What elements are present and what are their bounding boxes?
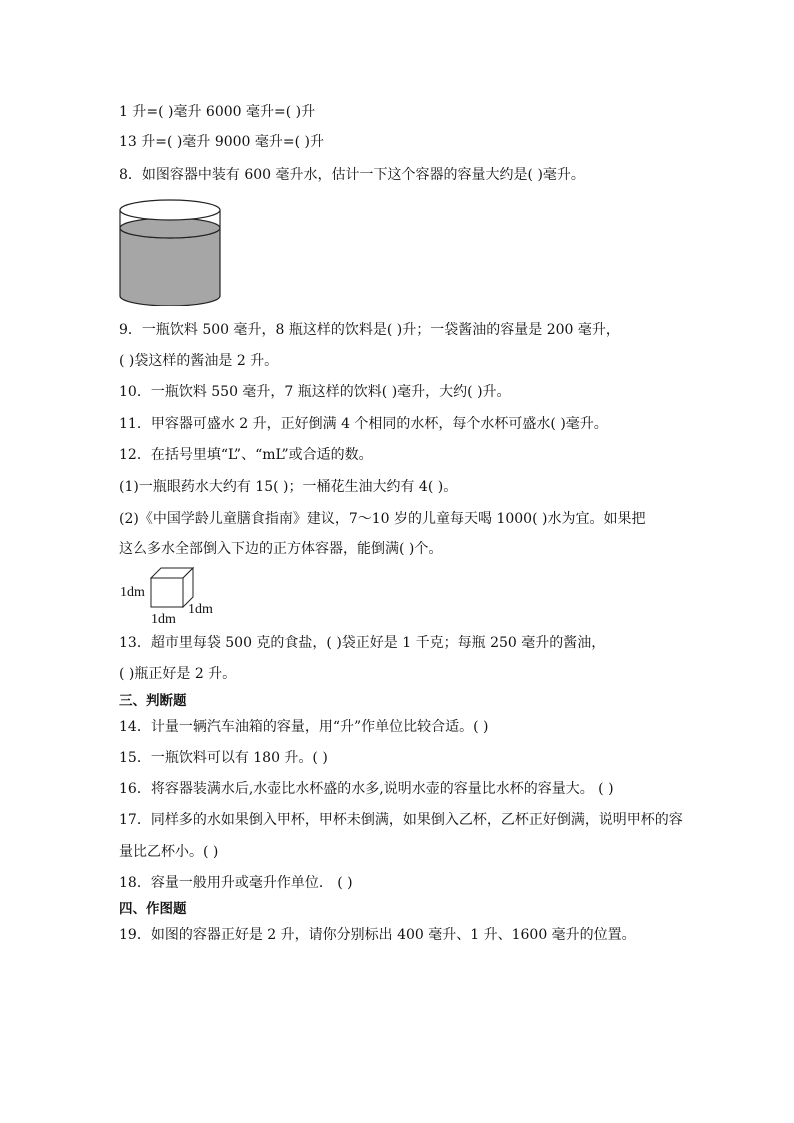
cube-label-left: 1dm [120, 585, 145, 600]
question-13b: ( )瓶正好是 2 升。 [119, 666, 237, 682]
question-15: 15．一瓶饮料可以有 180 升。( ) [119, 750, 328, 766]
question-14: 14．计量一辆汽车油箱的容量，用“升”作单位比较合适。( ) [119, 719, 489, 735]
question-17a: 17．同样多的水如果倒入甲杯，甲杯未倒满，如果倒入乙杯，乙杯正好倒满，说明甲杯的容 [119, 812, 683, 828]
question-16: 16．将容器装满水后,水壶比水杯盛的水多,说明水壶的容量比水杯的容量大。 ( ) [119, 781, 614, 797]
question-17b: 量比乙杯小。( ) [119, 844, 219, 860]
question-12: 12．在括号里填“L”、“mL”或合适的数。 [119, 447, 373, 463]
question-19: 19．如图的容器正好是 2 升，请你分别标出 400 毫升、1 升、1600 毫升的位置。 [119, 927, 636, 943]
cube-container-figure [119, 565, 229, 627]
section-heading-judgement: 三、判断题 [119, 693, 187, 709]
cube-label-bottom: 1dm [151, 612, 176, 627]
question-8: 8．如图容器中装有 600 毫升水，估计一下这个容器的容量大约是( )毫升。 [119, 167, 585, 183]
question-9a: 9．一瓶饮料 500 毫升，8 瓶这样的饮料是( )升；一袋酱油的容量是 200 毫升， [119, 322, 620, 338]
question-12-part-1: (1)一瓶眼药水大约有 15( )；一桶花生油大约有 4( )。 [119, 479, 458, 495]
cylinder-container-figure [118, 198, 222, 306]
question-18: 18．容量一般用升或毫升作单位． ( ) [119, 875, 353, 891]
question-9b: ( )袋这样的酱油是 2 升。 [119, 353, 279, 369]
question-10: 10．一瓶饮料 550 毫升，7 瓶这样的饮料( )毫升，大约( )升。 [119, 384, 511, 400]
conversion-line-1: 1 升=( )毫升 6000 毫升=( )升 [119, 104, 316, 120]
question-13a: 13．超市里每袋 500 克的食盐，( )袋正好是 1 千克；每瓶 250 毫升的酱油， [119, 635, 606, 651]
question-11: 11．甲容器可盛水 2 升，正好倒满 4 个相同的水杯，每个水杯可盛水( )毫升。 [119, 416, 608, 432]
question-12-part-2a: (2)《中国学龄儿童膳食指南》建议，7～10 岁的儿童每天喝 1000( )水为宜。如果把 [119, 511, 646, 527]
conversion-line-2: 13 升=( )毫升 9000 毫升=( )升 [119, 134, 325, 150]
cube-label-right: 1dm [188, 602, 213, 617]
question-12-part-2b: 这么多水全部倒入下边的正方体容器，能倒满( )个。 [119, 541, 443, 557]
section-heading-drawing: 四、作图题 [119, 901, 187, 917]
